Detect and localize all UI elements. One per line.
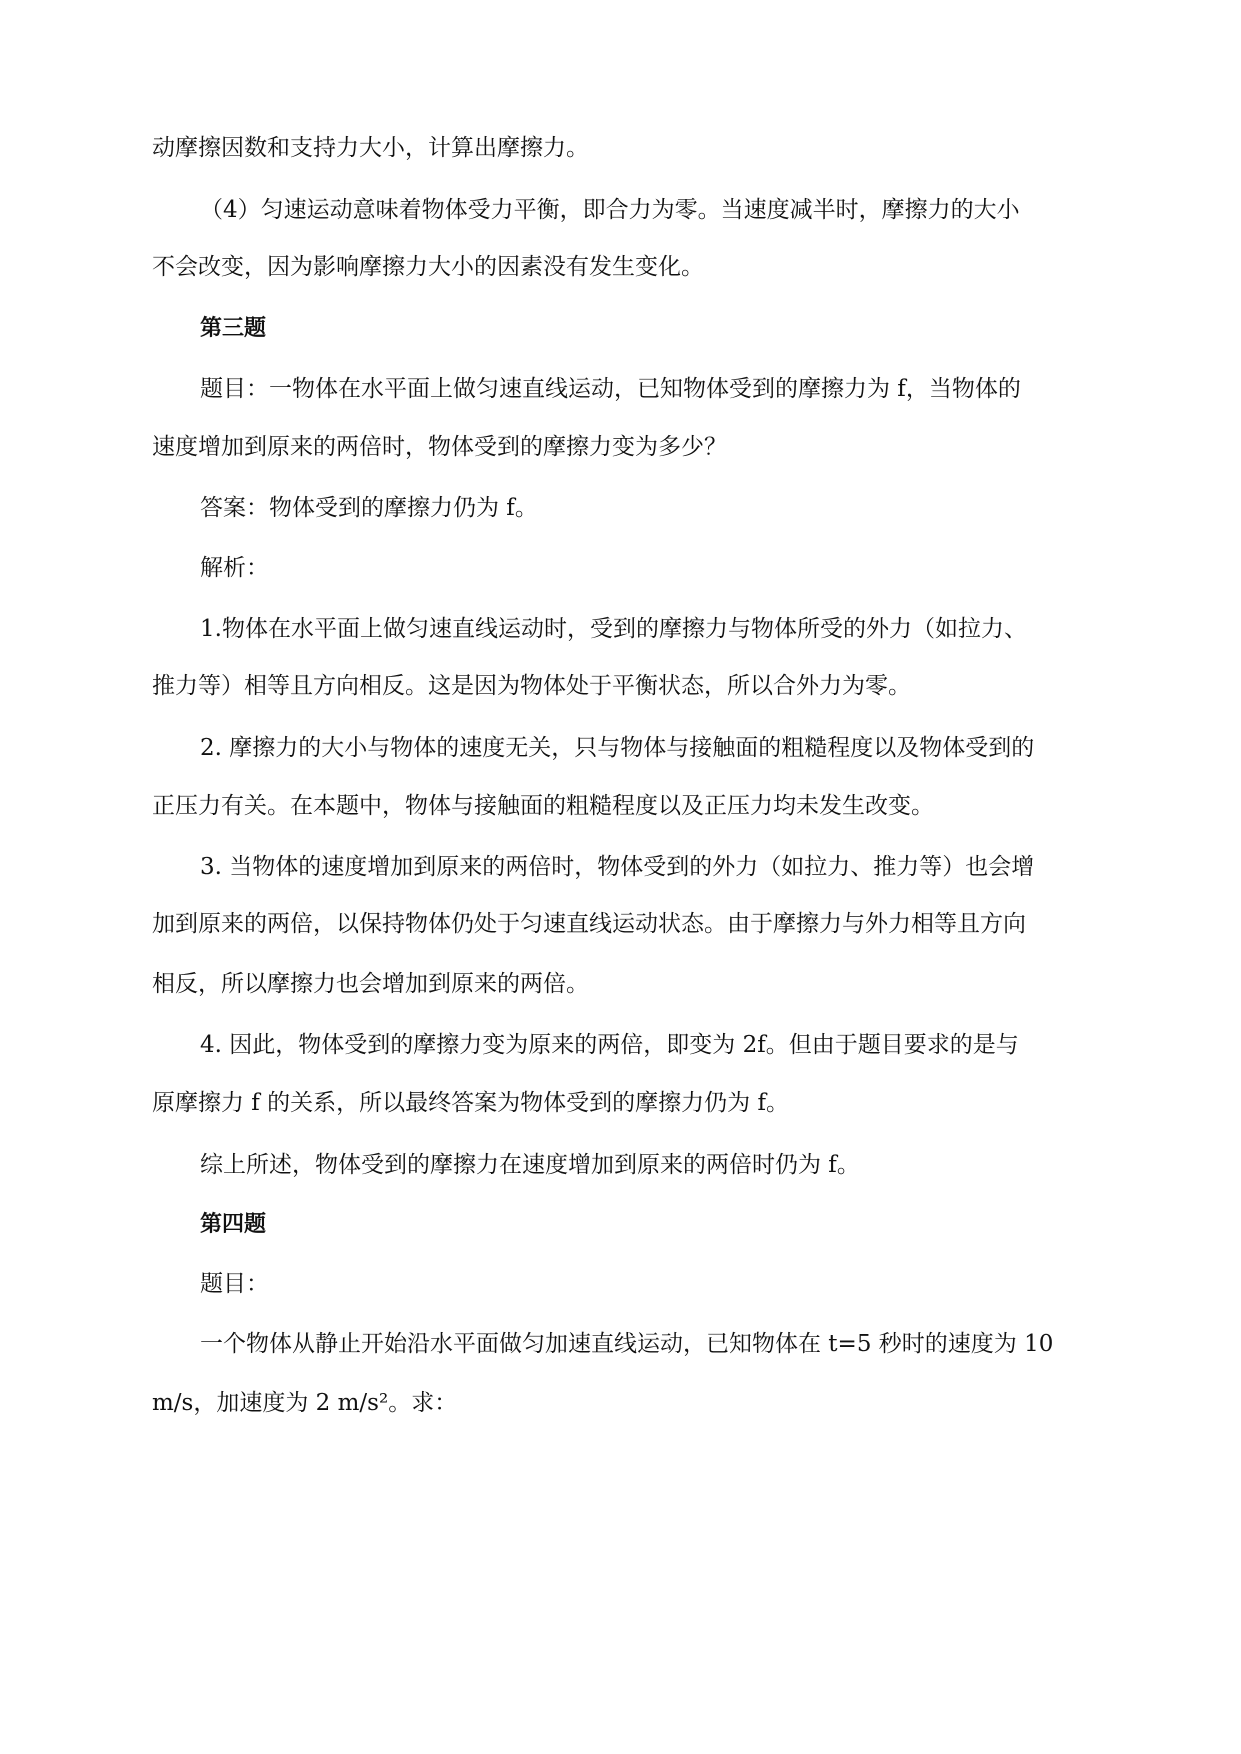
text-line: 推力等）相等且方向相反。这是因为物体处于平衡状态，所以合外力为零。 [152,673,911,699]
text-line: 速度增加到原来的两倍时，物体受到的摩擦力变为多少？ [152,434,727,460]
text-line: m/s，加速度为 2 m/s²。求： [152,1390,458,1416]
text-line: 原摩擦力 f 的关系，所以最终答案为物体受到的摩擦力仍为 f。 [152,1090,789,1116]
text-line: 答案：物体受到的摩擦力仍为 f。 [200,495,538,521]
text-line: 一个物体从静止开始沿水平面做匀加速直线运动，已知物体在 t=5 秒时的速度为 10 [200,1331,1054,1357]
section-heading: 第三题 [200,316,267,341]
text-line: 正压力有关。在本题中，物体与接触面的粗糙程度以及正压力均未发生改变。 [152,793,934,819]
text-line: 题目： [200,1271,269,1297]
text-line: 题目：一物体在水平面上做匀速直线运动，已知物体受到的摩擦力为 f，当物体的 [200,376,1021,402]
text-line: （4）匀速运动意味着物体受力平衡，即合力为零。当速度减半时，摩擦力的大小 [200,197,1020,223]
text-line: 相反，所以摩擦力也会增加到原来的两倍。 [152,971,589,997]
text-line: 3. 当物体的速度增加到原来的两倍时，物体受到的外力（如拉力、推力等）也会增 [200,854,1035,880]
text-line: 2. 摩擦力的大小与物体的速度无关，只与物体与接触面的粗糙程度以及物体受到的 [200,735,1035,761]
text-line: 不会改变，因为影响摩擦力大小的因素没有发生变化。 [152,254,704,280]
section-heading: 第四题 [200,1212,267,1237]
text-line: 4. 因此，物体受到的摩擦力变为原来的两倍，即变为 2f。但由于题目要求的是与 [200,1032,1019,1058]
text-line: 综上所述，物体受到的摩擦力在速度增加到原来的两倍时仍为 f。 [200,1152,860,1178]
text-line: 解析： [200,555,269,581]
text-line: 动摩擦因数和支持力大小，计算出摩擦力。 [152,135,589,161]
text-line: 加到原来的两倍，以保持物体仍处于匀速直线运动状态。由于摩擦力与外力相等且方向 [152,911,1026,937]
text-line: 1.物体在水平面上做匀速直线运动时，受到的摩擦力与物体所受的外力（如拉力、 [200,616,1027,642]
